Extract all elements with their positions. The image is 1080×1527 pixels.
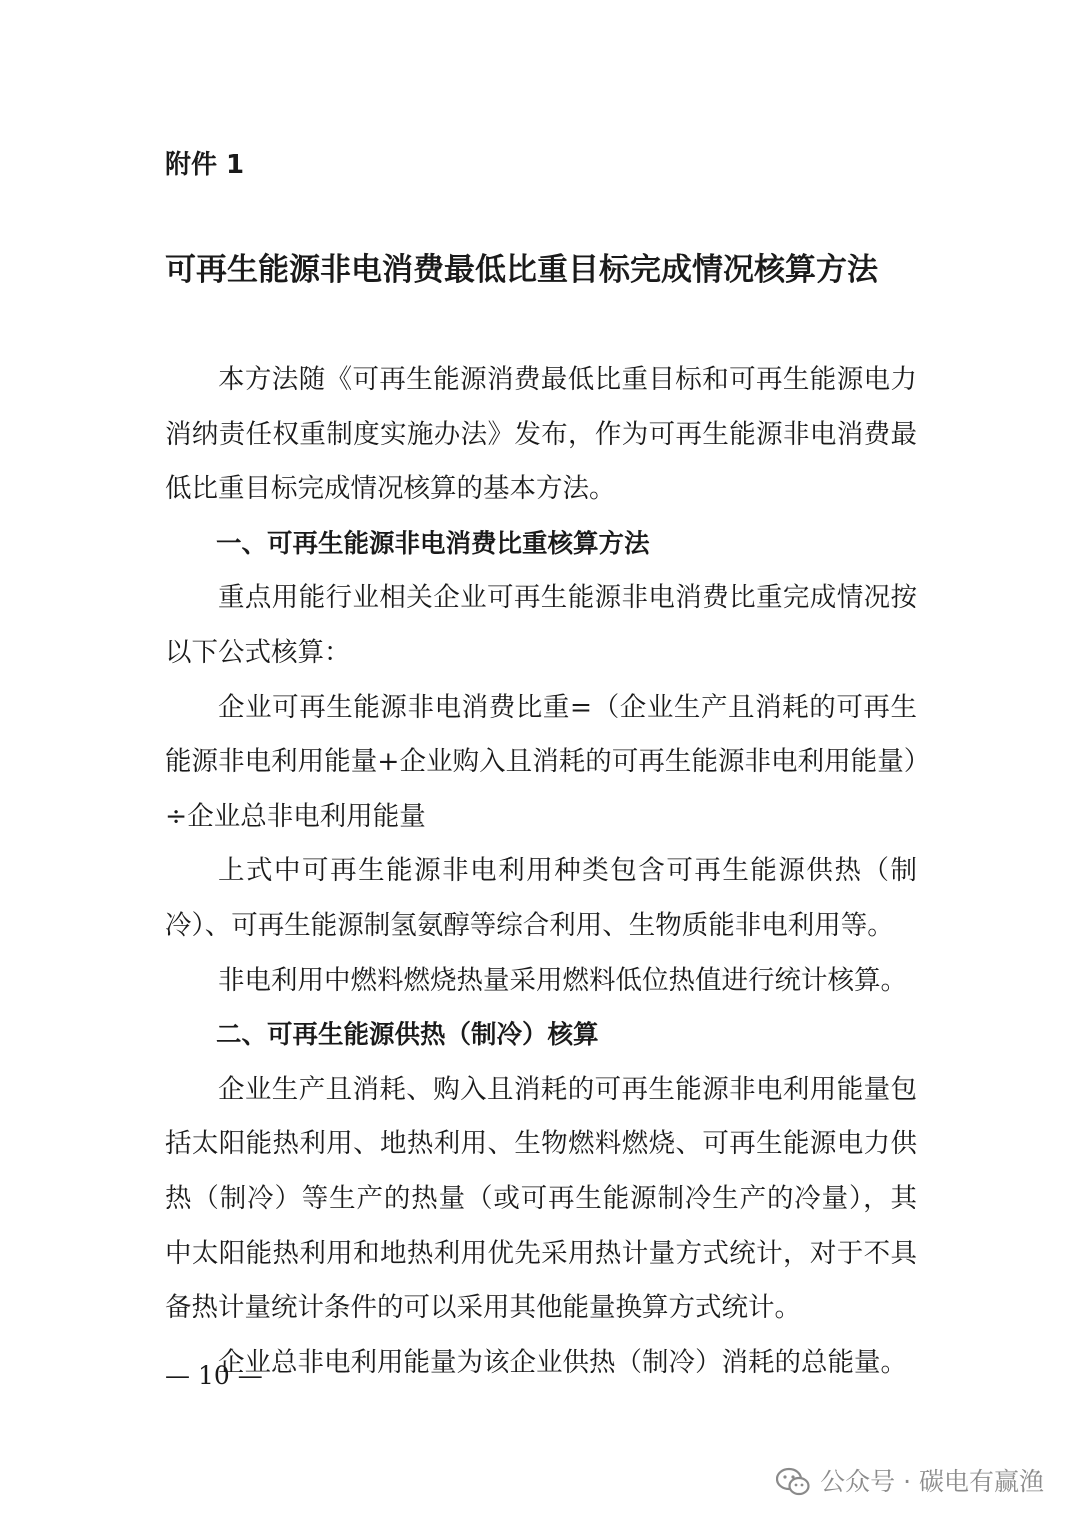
paragraph-formula-intro: 重点用能行业相关企业可再生能源非电消费比重完成情况按以下公式核算： <box>165 582 917 668</box>
paragraph-total: 企业总非电利用能量为该企业供热（制冷）消耗的总能量。 <box>218 1346 907 1378</box>
paragraph-intro: 本方法随《可再生能源消费最低比重目标和可再生能源电力消纳责任权重制度实施办法》发布，作为可再生能源非电消费最低比重目标完成情况核算的基本方法。 <box>165 364 917 505</box>
paragraph-formula: 企业可再生能源非电消费比重=（企业生产且消耗的可再生能源非电利用能量+企业购入且消耗的可再生能源非电利用能量）÷企业总非电利用能量 <box>165 691 917 832</box>
paragraph-heating: 企业生产且消耗、购入且消耗的可再生能源非电利用能量包括太阳能热利用、地热利用、生物燃料燃烧、可再生能源电力供热（制冷）等生产的热量（或可再生能源制冷生产的冷量），其中太阳能热利用和地热利用优先采用热计量方式统计，对于不具备热计量统计条件的可以采用其他能量换算方式统计。 <box>165 1073 917 1324</box>
attachment-label: 附件 1 <box>165 150 245 180</box>
watermark-text: 公众号 · 碳电有赢渔 <box>820 1467 1044 1496</box>
paragraph-fuel: 非电利用中燃料燃烧热量采用燃料低位热值进行统计核算。 <box>218 964 907 996</box>
section-heading-2: 二、可再生能源供热（制冷）核算 <box>216 1020 599 1051</box>
document-title: 可再生能源非电消费最低比重目标完成情况核算方法 <box>165 252 878 288</box>
watermark <box>776 1464 1044 1500</box>
section-heading-1: 一、可再生能源非电消费比重核算方法 <box>216 528 650 559</box>
wechat-icon <box>776 1467 810 1497</box>
page-number: — 10 — <box>165 1361 263 1390</box>
document-body <box>165 353 917 1390</box>
paragraph-types: 上式中可再生能源非电利用种类包含可再生能源供热（制冷）、可再生能源制氢氨醇等综合利用、生物质能非电利用等。 <box>165 855 917 941</box>
